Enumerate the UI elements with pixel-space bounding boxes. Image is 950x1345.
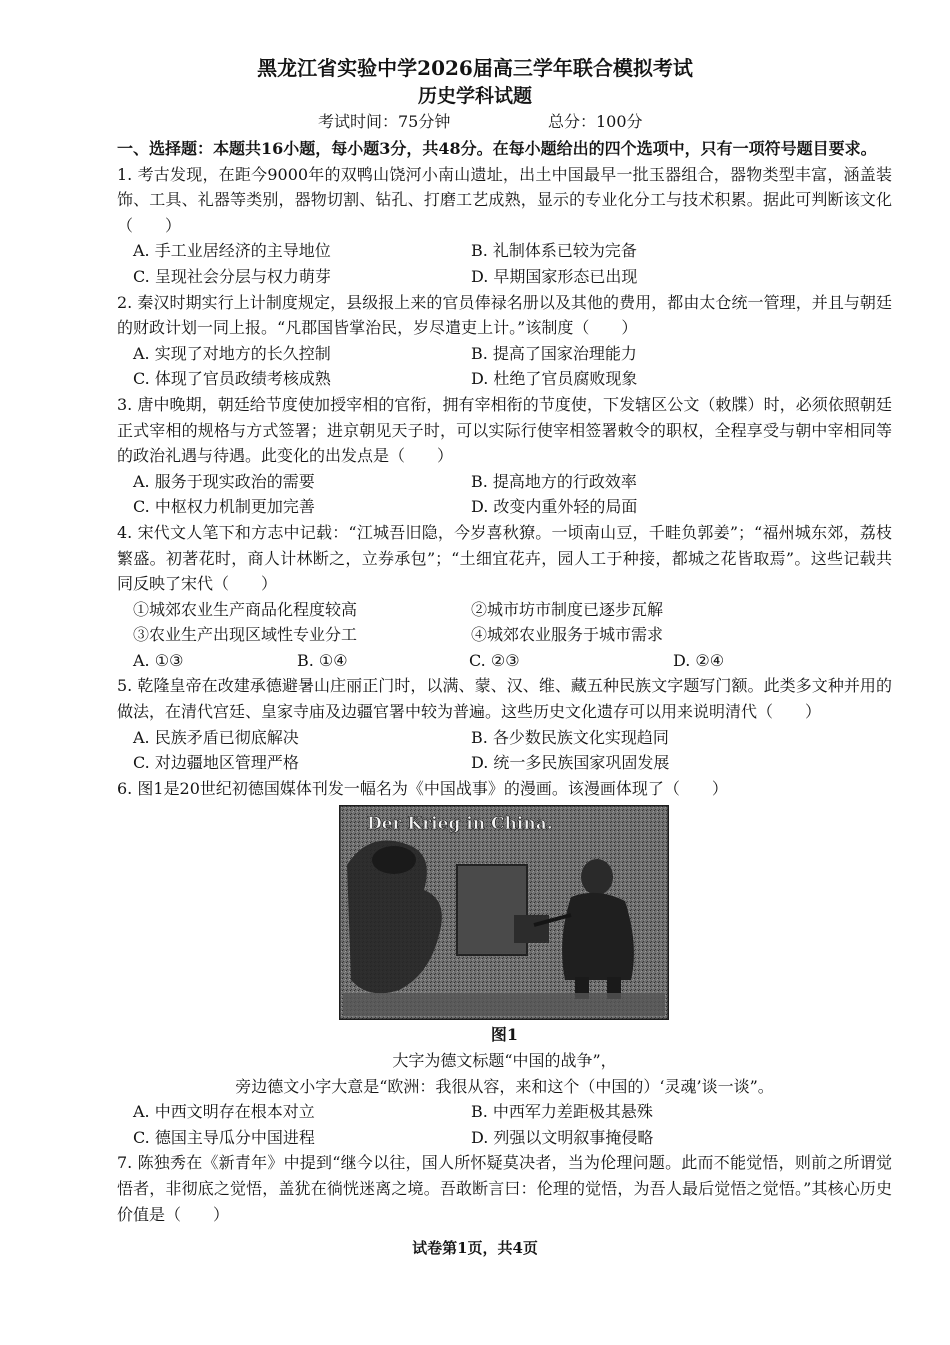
exam-time: 考试时间：75分钟 — [318, 112, 451, 131]
question-7 — [117, 1150, 892, 1227]
question-stem: 2. 秦汉时期实行上计制度规定，县级报上来的官员俸禄名册以及其他的费用，都由太仓统一管理，并且与朝廷的财政计划一同上报。“凡郡国皆掌治民，岁尽遣吏上计。”该制度（ ） — [117, 292, 892, 338]
section-heading: 一、选择题：本题共16小题，每小题3分，共48分。在每小题给出的四个选项中，只有一项符号题目要求。 — [117, 139, 877, 158]
question-stem: 5. 乾隆皇帝在改建承德避暑山庄丽正门时，以满、蒙、汉、维、藏五种民族文字题写门额。此类多文种并用的做法，在清代宫廷、皇家寺庙及边疆官署中较为普遍。这些历史文化遗存可以用来说明清代（ ） — [117, 676, 892, 722]
option-a: A. ①③ — [133, 650, 184, 670]
options-row — [117, 469, 892, 495]
option-c: C. 德国主导瓜分中国进程 — [133, 1127, 315, 1147]
option-c: C. ②③ — [469, 650, 520, 670]
options-row — [117, 725, 892, 751]
cartoon-title: Der Krieg in China. — [367, 814, 553, 835]
option-b: B. 中西军力差距极其悬殊 — [471, 1102, 653, 1122]
options-row — [117, 648, 892, 674]
option-b: B. 礼制体系已较为完备 — [471, 241, 637, 261]
question-stem: 6. 图1是20世纪初德国媒体刊发一幅名为《中国战事》的漫画。该漫画体现了（ ） — [117, 778, 728, 798]
exam-score: 总分：100分 — [548, 112, 643, 131]
question-stem: 4. 宋代文人笔下和方志中记载：“江城吾旧隐，今岁喜秋獠。一顷南山豆，千畦负郭姜”；“福州城东郊，荔枝繁盛。初著花时，商人计林断之，立券承包”；“土细宜花卉，园人工于种接，都城之花皆取焉”。这些记载共同反映了宋代（ ） — [117, 522, 892, 594]
option-d: D. 列强以文明叙事掩侵略 — [471, 1127, 654, 1147]
option-a: A. 实现了对地方的长久控制 — [133, 343, 331, 363]
option-b: B. 提高地方的行政效率 — [471, 471, 637, 491]
statements-row — [117, 622, 892, 648]
option-c: C. 体现了官员政绩考核成熟 — [133, 369, 331, 389]
option-b: B. ①④ — [297, 650, 348, 670]
question-6 — [117, 776, 892, 1151]
question-stem: 7. 陈独秀在《新青年》中提到“继今以往，国人所怀疑莫决者，当为伦理问题。此而不能觉悟，则前之所谓觉悟者，非彻底之觉悟，盖犹在徜恍迷离之境。吾敢断言曰：伦理的觉悟，为吾人最后觉悟之觉悟。”其核心历史价值是（ ） — [117, 1153, 892, 1224]
question-3 — [117, 392, 892, 520]
statement-1: ①城郊农业生产商品化程度较高 — [133, 599, 358, 619]
exam-title: 黑龙江省实验中学2026届高三学年联合模拟考试 — [257, 56, 693, 80]
figure-caption: 图1 — [490, 1025, 519, 1045]
statements-row — [117, 597, 892, 623]
option-a: A. 民族矛盾已彻底解决 — [133, 727, 299, 747]
option-c: C. 对边疆地区管理严格 — [133, 753, 299, 773]
exam-content — [117, 136, 892, 1227]
option-c: C. 中枢权力机制更加完善 — [133, 497, 315, 517]
option-d: D. 杜绝了官员腐败现象 — [471, 369, 638, 389]
statement-4: ④城郊农业服务于城市需求 — [471, 625, 664, 645]
options-row — [117, 1125, 892, 1151]
option-c: C. 呈现社会分层与权力萌芽 — [133, 266, 331, 286]
question-stem: 1. 考古发现，在距今9000年的双鸭山饶河小南山遗址，出土中国最早一批玉器组合，器物类型丰富，涵盖装饰、工具、礼器等类别，器物切割、钻孔、打磨工艺成熟，显示的专业化分工与技术积累。据此可判断该文化（ ） — [117, 164, 892, 235]
options-row — [117, 494, 892, 520]
question-5 — [117, 673, 892, 775]
option-a: A. 中西文明存在根本对立 — [133, 1102, 315, 1122]
cartoon-figure — [339, 805, 669, 1020]
statement-3: ③农业生产出现区域性专业分工 — [133, 625, 358, 645]
option-b: B. 各少数民族文化实现趋同 — [471, 727, 669, 747]
cartoon-image — [339, 805, 669, 1020]
question-4 — [117, 520, 892, 674]
statement-2: ②城市坊市制度已逐步瓦解 — [471, 599, 664, 619]
figure-note-1: 大字为德文标题“中国的战争”， — [392, 1051, 617, 1071]
option-a: A. 手工业居经济的主导地位 — [133, 241, 331, 261]
option-d: D. 早期国家形态已出现 — [471, 266, 638, 286]
question-stem: 3. 唐中晚期，朝廷给节度使加授宰相的官衔，拥有宰相衔的节度使，下发辖区公文（敕牒）时，必须依照朝廷正式宰相的规格与方式签署；进京朝见天子时，可以实际行使宰相签署敕令的职权，全程享受与朝中宰相同等的政治礼遇与待遇。此变化的出发点是（ ） — [117, 394, 892, 466]
exam-info — [0, 110, 950, 134]
options-row — [117, 238, 892, 264]
page-footer: 试卷第1页，共4页 — [412, 1239, 538, 1257]
option-d: D. 统一多民族国家巩固发展 — [471, 753, 670, 773]
options-row — [117, 341, 892, 367]
options-row — [117, 366, 892, 392]
question-1 — [117, 162, 892, 290]
exam-subtitle: 历史学科试题 — [417, 85, 532, 107]
figure-note-2: 旁边德文小字大意是“欧洲：我很从容，来和这个（中国的）‘灵魂’谈一谈”。 — [235, 1076, 774, 1096]
question-2 — [117, 290, 892, 392]
option-a: A. 服务于现实政治的需要 — [133, 471, 315, 491]
option-d: D. 改变内重外轻的局面 — [471, 497, 638, 517]
options-row — [117, 750, 892, 776]
option-b: B. 提高了国家治理能力 — [471, 343, 637, 363]
option-d: D. ②④ — [673, 650, 725, 670]
options-row — [117, 1099, 892, 1125]
options-row — [117, 264, 892, 290]
